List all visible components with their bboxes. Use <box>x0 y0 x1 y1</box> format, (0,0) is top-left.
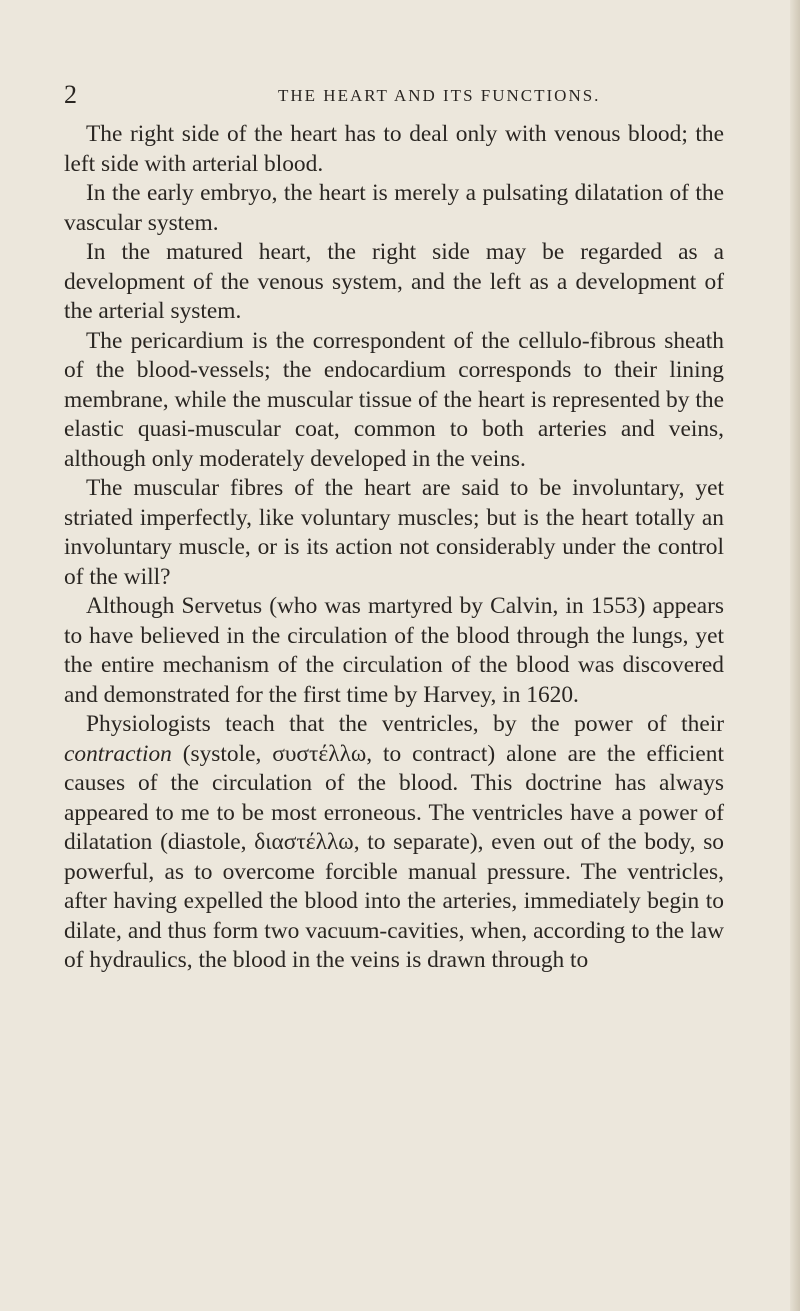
paragraph-matured-heart: In the matured heart, the right side may be regarded as a development of the venous system, and the left as a development of the arterial system. <box>64 239 724 324</box>
running-head: THE HEART AND ITS FUNCTIONS. <box>278 86 601 105</box>
page-edge <box>790 0 800 1311</box>
body-text <box>64 120 724 976</box>
paragraph-early-embryo: In the early embryo, the heart is merely a pulsating dilatation of the vascular system. <box>64 180 724 236</box>
emphasis-contraction: contraction <box>64 740 172 767</box>
paragraph-right-left-blood: The right side of the heart has to deal only with venous blood; the left side with arterial blood. <box>64 121 724 177</box>
paragraph-physiologists-after: (systole, συστέλλω, to contract) alone are the efficient causes of the circulation of the blood. This doctrine has always appeared to me to be most erroneous. The ventricles have a power of dilatation (diastole, διαστέλλω, to separate), even out of the body, so powerful, as to overcome forcible manual pressure. The ventricles, after having expelled the blood into the arteries, immediately begin to dilate, and thus form two vacuum-cavities, when, according to the law of hydraulics, the blood in the veins is drawn through to <box>64 740 724 973</box>
paragraph-servetus: Although Servetus (who was martyred by Calvin, in 1553) appears to have believed in the circulation of the blood through the lungs, yet the entire mechanism of the circulation of the blood was discovered and demonstrated for the first time by Harvey, in 1620. <box>64 593 724 708</box>
paragraph-physiologists <box>64 710 724 976</box>
page-header <box>64 78 744 112</box>
paragraph-muscular-fibres: The muscular fibres of the heart are said to be involuntary, yet striated imperfectly, like voluntary muscles; but is the heart totally an involuntary muscle, or is its action not considerably under the control of the will? <box>64 475 724 590</box>
page-number: 2 <box>64 80 77 109</box>
paragraph-physiologists-before: Physiologists teach that the ventricles, by the power of their <box>86 711 724 737</box>
paragraph-pericardium: The pericardium is the correspondent of the cellulo-fibrous sheath of the blood-vessels; the endocardium corresponds to their lining membrane, while the muscular tissue of the heart is represented by the elastic quasi-muscular coat, common to both arteries and veins, although only moderately developed in the veins. <box>64 327 724 472</box>
